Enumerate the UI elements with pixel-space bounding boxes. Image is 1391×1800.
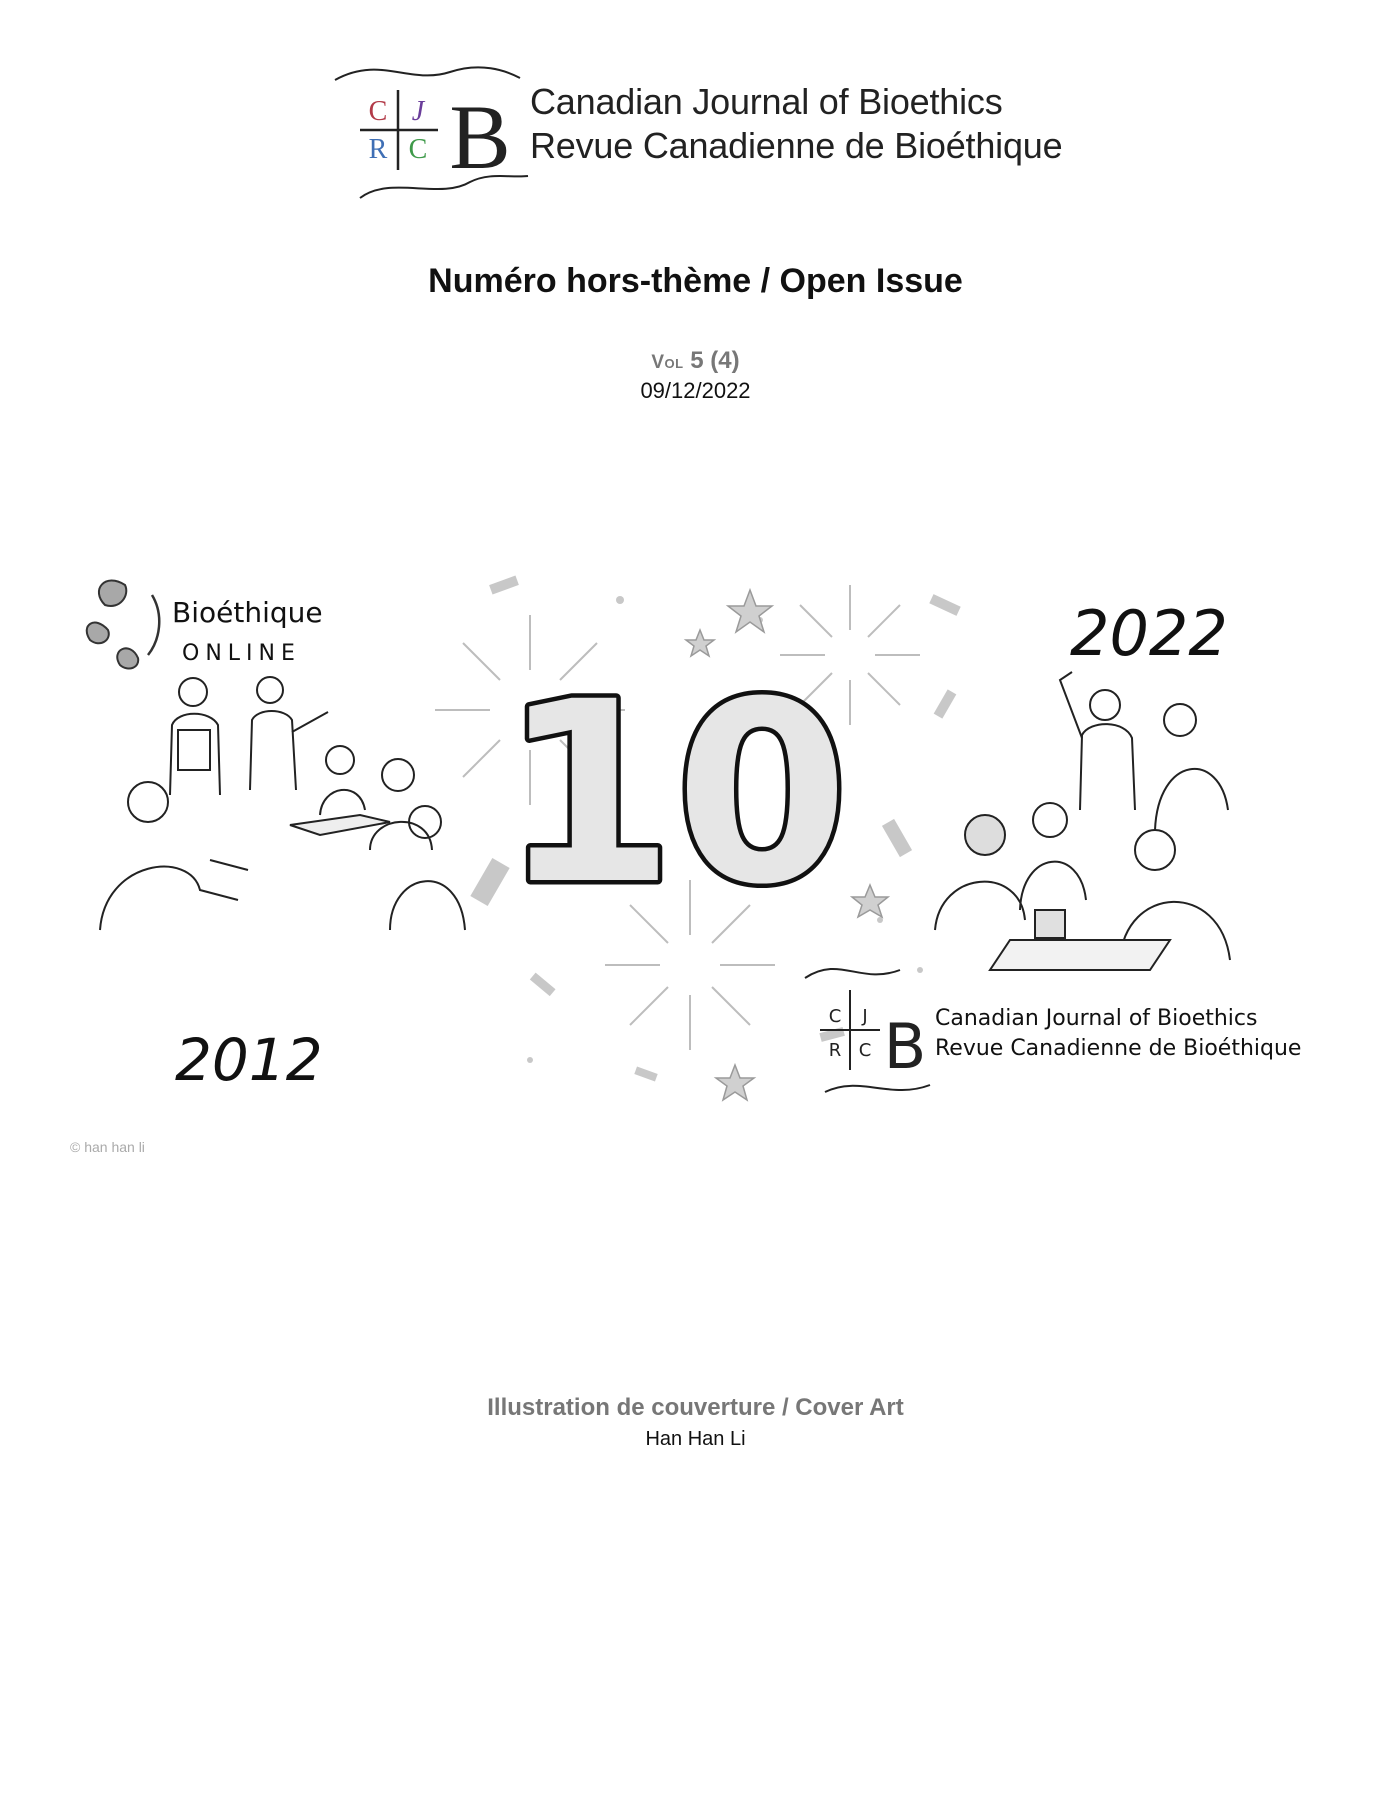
logo-letter-c: C (368, 96, 388, 127)
small-logo-letter-j: J (862, 1006, 868, 1027)
cover-artist-name: Han Han Li (645, 1428, 746, 1450)
anniversary-number: 10 (501, 648, 849, 939)
cjrcb-emblem-icon (330, 50, 530, 210)
online-label: ONLINE (182, 641, 301, 666)
logo-letter-r: R (368, 134, 388, 165)
small-cjrcb-logo (805, 969, 1301, 1092)
issue-title: Numéro hors-thème / Open Issue (428, 262, 963, 300)
cover-illustration (60, 560, 1340, 1155)
people-2012-illustration (100, 677, 465, 930)
cover-art-label: Illustration de couverture / Cover Art (487, 1394, 904, 1421)
journal-name-en: Canadian Journal of Bioethics (530, 81, 1003, 122)
logo-letter-c2: C (408, 134, 428, 165)
volume-line (0, 346, 1391, 378)
year-start: 2012 (175, 1026, 323, 1094)
small-logo-letter-c: C (828, 1006, 842, 1027)
journal-name-fr: Revue Canadienne de Bioéthique (530, 125, 1063, 166)
art-copyright: © han han li (70, 1139, 145, 1155)
issue-date: 09/12/2022 (640, 378, 751, 403)
small-logo-name-en: Canadian Journal of Bioethics (935, 1006, 1258, 1031)
volume-prefix: Vol (651, 352, 684, 373)
cover-art-credit (0, 1392, 1391, 1454)
small-logo-name-fr: Revue Canadienne de Bioéthique (935, 1036, 1302, 1061)
small-logo-letter-r: R (828, 1040, 842, 1061)
issue-meta (0, 346, 1391, 404)
journal-logo (330, 50, 1070, 210)
journal-names (530, 80, 1062, 168)
people-2022-illustration (935, 672, 1230, 970)
year-end: 2022 (1070, 597, 1228, 670)
bioethique-online-logo (87, 581, 323, 669)
bioethique-label: Bioéthique (172, 596, 323, 629)
cover-art-svg (60, 560, 1340, 1155)
small-logo-letter-c2: C (858, 1040, 872, 1061)
logo-letter-j: J (411, 96, 425, 127)
small-logo-letter-b: B (883, 1010, 927, 1083)
volume-number: 5 (4) (690, 347, 740, 374)
logo-letter-b: B (449, 86, 511, 188)
